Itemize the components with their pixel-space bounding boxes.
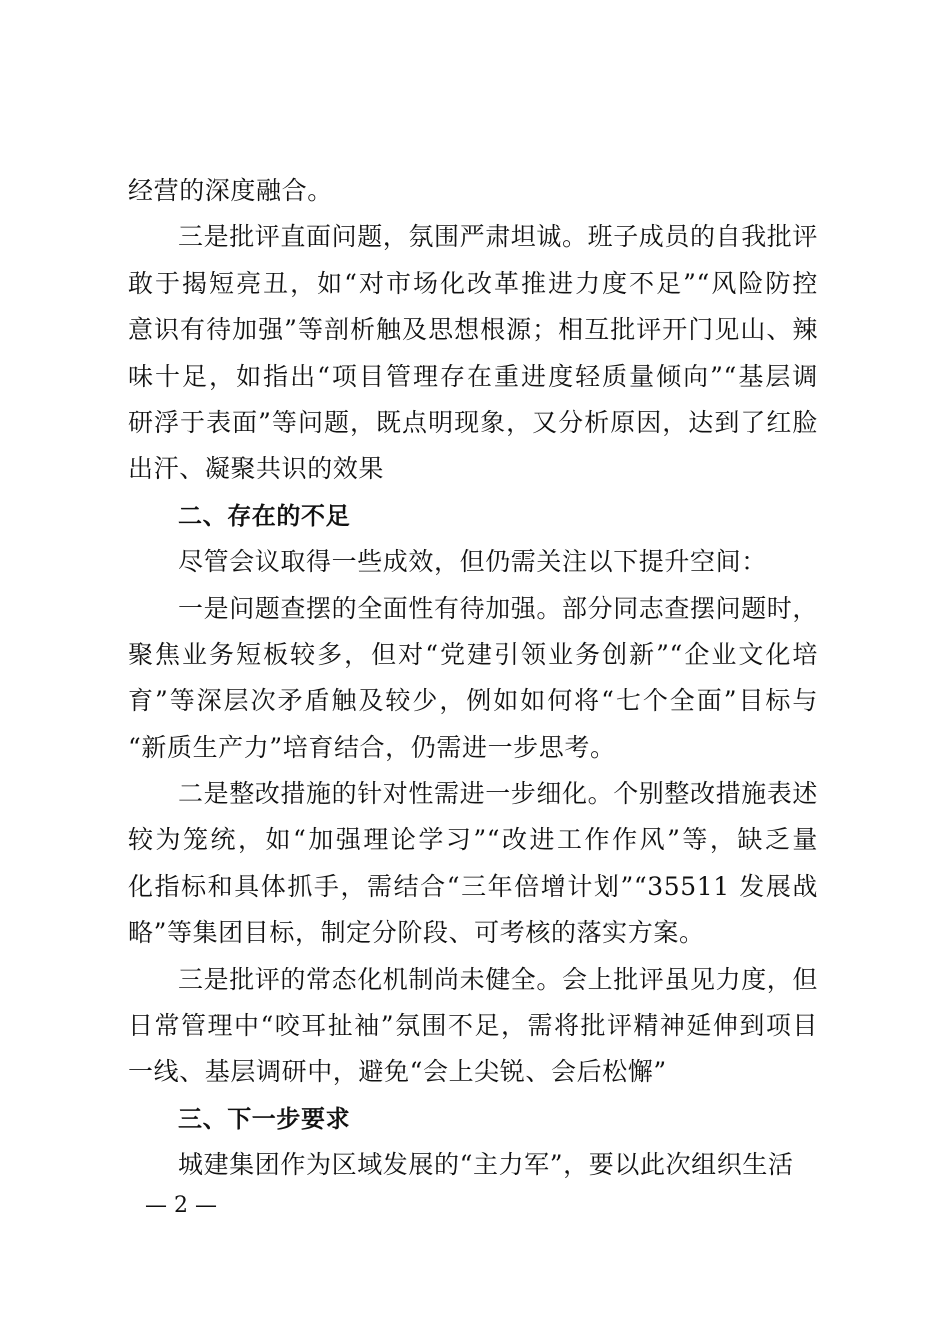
text-line: 三、下一步要求 <box>178 1104 351 1133</box>
text-line: 二、存在的不足 <box>178 501 351 530</box>
text-line: 三是批评直面问题，氛围严肃坦诚。班子成员的自我批评 <box>178 222 818 252</box>
page-number: — 2 — <box>145 1193 217 1218</box>
paragraph <box>128 957 818 1096</box>
text-line: 化指标和具体抓手，需结合“三年倍增计划”“35511 发展战 <box>128 871 818 901</box>
text-line: 一是问题查摆的全面性有待加强。部分同志查摆问题时， <box>178 593 818 623</box>
text-line: 出汗、凝聚共识的效果 <box>128 454 385 484</box>
text-line: 一线、基层调研中，避免“会上尖锐、会后松懈” <box>128 1057 667 1087</box>
text-line: 味十足，如指出“项目管理存在重进度轻质量倾向”“基层调 <box>128 361 818 391</box>
text-line: 经营的深度融合。 <box>128 176 333 205</box>
text-line: 育”等深层次矛盾触及较少，例如如何将“七个全面”目标与 <box>128 686 818 716</box>
text-line: 日常管理中“咬耳扯袖”氛围不足，需将批评精神延伸到项目 <box>128 1011 818 1041</box>
text-line: 聚焦业务短板较多，但对“党建引领业务创新”“企业文化培 <box>128 639 818 669</box>
document-body <box>128 168 818 1189</box>
text-line: 城建集团作为区域发展的“主力军”，要以此次组织生活 <box>178 1150 794 1180</box>
text-line: 尽管会议取得一些成效，但仍需关注以下提升空间： <box>178 547 767 577</box>
section-heading <box>128 493 818 539</box>
section-heading <box>128 1096 818 1142</box>
paragraph <box>128 771 818 957</box>
text-line: 意识有待加强”等剖析触及思想根源；相互批评开门见山、辣 <box>128 315 818 345</box>
text-line: 较为笼统，如“加强理论学习”“改进工作作风”等，缺乏量 <box>128 825 818 855</box>
paragraph <box>128 586 818 772</box>
text-line: “新质生产力”培育结合，仍需进一步思考。 <box>128 732 616 762</box>
paragraph <box>128 214 818 492</box>
text-line: 略”等集团目标，制定分阶段、可考核的落实方案。 <box>128 918 705 948</box>
paragraph <box>128 1142 818 1188</box>
paragraph <box>128 168 818 214</box>
text-line: 三是批评的常态化机制尚未健全。会上批评虽见力度，但 <box>178 964 818 994</box>
text-line: 敢于揭短亮丑，如“对市场化改革推进力度不足”“风险防控 <box>128 268 818 298</box>
text-line: 研浮于表面”等问题，既点明现象，又分析原因，达到了红脸 <box>128 407 818 437</box>
text-line: 二是整改措施的针对性需进一步细化。个别整改措施表述 <box>178 779 818 809</box>
paragraph <box>128 539 818 585</box>
